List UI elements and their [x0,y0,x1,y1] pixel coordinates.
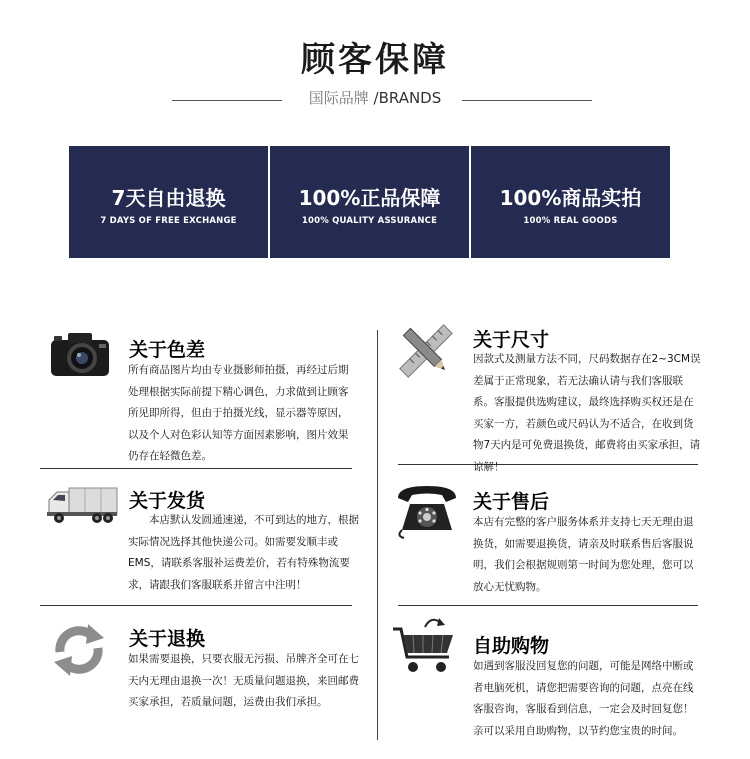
guarantee-box-quality [270,146,469,258]
section-body: 本店默认发圆通速递，不可到达的地方，根据实际情况选择其他快递公司。如需要发顺丰或EMS，请联系客服补运费差价，若有特殊物流要求，请跟我们客服联系并留言中注明！ [128,514,359,591]
guarantee-box-real [471,146,670,258]
header-subtitle-en: /BRANDS [368,89,442,107]
section-body: 本店有完整的客户服务体系并支持七天无理由退换货，如需要退换货，请亲及时联系售后客服说明，我们会根据规则第一时间为您处理，您可以放心无忧购物。 [473,516,694,593]
page-title: 顾客保障 [301,40,449,80]
column-divider [377,330,378,740]
section-title: 关于尺寸 [473,329,550,351]
guarantee-box-exchange [69,146,268,258]
guarantee-subtitle: 100% REAL GOODS [523,216,618,226]
guarantee-title: 100%商品实拍 [499,186,642,210]
section-title: 自助购物 [473,635,550,657]
telephone-icon [394,480,460,540]
section-title: 关于售后 [473,491,550,513]
row-divider-left-1 [40,468,352,469]
row-divider-right-2 [398,605,698,606]
guarantee-subtitle: 100% QUALITY ASSURANCE [301,216,438,226]
section-body: 如果需要退换，只要衣服无污损、吊牌齐全可在七天内无理由退换一次！无质量问题退换，来回邮费买家承担，若质量问题，运费由我们承担。 [128,653,359,708]
guarantee-title: 100%正品保障 [298,186,441,210]
shopping-cart-icon [391,613,459,679]
guarantee-subtitle: 7 DAYS OF FREE EXCHANGE [100,216,237,226]
guarantee-title: 7天自由退换 [111,186,226,210]
section-body: 如遇到客服没回复您的问题，可能是网络中断或者电脑死机，请您把需要咨询的问题，点亮在线客服咨询，客服看到信息，一定会及时回复您！亲可以采用自助购物，以节约您宝贵的时间。 [473,660,694,737]
refresh-icon [50,622,108,678]
section-title: 关于色差 [129,339,206,361]
camera-icon [48,330,112,380]
row-divider-left-2 [40,605,352,606]
section-body: 所有商品图片均由专业摄影师拍摄，再经过后期处理根据实际前提下精心调色，力求做到让顾客所见即所得，但由于拍摄光线，显示器等原因，以及个人对色彩认知等方面因素影响，图片效果仍存在轻微色差。 [128,364,349,462]
header-subtitle-cn: 国际品牌 [308,89,369,107]
header-subtitle [0,87,750,108]
section-body: 因款式及测量方法不同，尺码数据存在2~3CM误差属于正常现象，若无法确认请与我们客服联系。客服提供选购建议，最终选择购买权还是在买家一方，若颜色或尺码认为不适合，在收到货物7天内是可免费退换货，邮费将由买家承担，请谅解！ [473,353,701,473]
section-title: 关于退换 [129,628,206,650]
truck-icon [45,486,119,526]
section-title: 关于发货 [129,490,206,512]
ruler-pencil-icon [396,322,456,380]
